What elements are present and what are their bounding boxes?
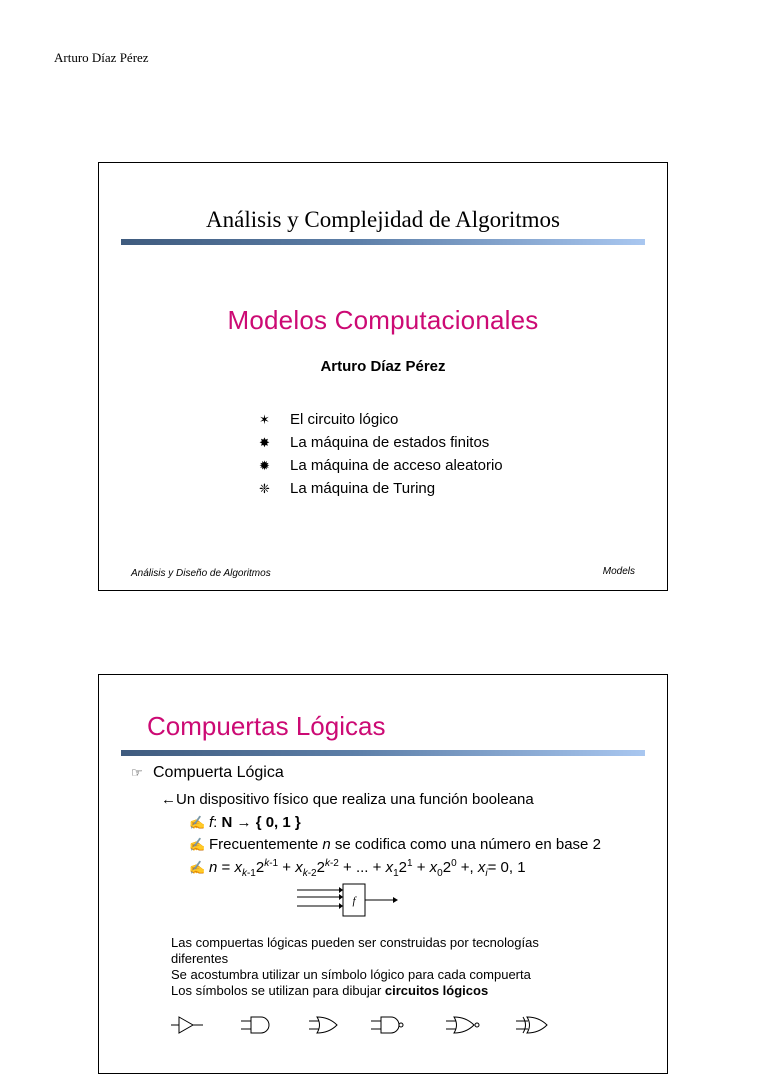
list-item: [259, 408, 503, 431]
binary-expansion-formula: $n = x_{k-1}2^{k-1} + x_{k-2}2^{k-2}$ + ... + $x_12^1 + x_02^0$ +, $x_i= 0$, 1: [209, 858, 526, 879]
title-underline-bar: [121, 750, 645, 756]
function-definition: f: N → { 0, 1 }: [209, 814, 301, 831]
list-item: [259, 454, 503, 477]
left-arrow-icon: ←: [161, 791, 176, 808]
slide-author: Arturo Díaz Pérez: [320, 358, 446, 375]
eight-point-star-icon: ✸: [259, 434, 270, 450]
topic-list: [259, 408, 503, 500]
six-point-star-icon: ✶: [259, 411, 270, 427]
buffer-gate-icon: [171, 1017, 203, 1033]
slide-1: [98, 162, 668, 591]
function-box-diagram: [295, 882, 405, 922]
title-underline-bar: [121, 239, 645, 245]
list-item-text: La máquina de acceso aleatorio: [290, 457, 503, 474]
page-header-author: Arturo Díaz Pérez: [54, 50, 149, 65]
slide-subtitle: Modelos Computacionales: [227, 305, 539, 335]
bullet-level-3: [189, 858, 526, 879]
and-gate-icon: [241, 1017, 269, 1033]
writing-hand-icon: ✍: [189, 860, 206, 875]
bullet-level-3: [189, 814, 301, 831]
paragraph-line: Los símbolos se utilizan para dibujar circuitos lógicos: [171, 983, 489, 998]
bullet-level-3: [189, 836, 601, 853]
logic-gate-symbols: [171, 1015, 591, 1035]
gate-function-label: f: [352, 895, 356, 907]
nor-gate-icon: [446, 1017, 479, 1033]
list-item: [259, 477, 503, 500]
slide-title: Compuertas Lógicas: [147, 711, 386, 741]
bullet-level-2: [161, 791, 534, 808]
bullet-text: Un dispositivo físico que realiza una función booleana: [176, 791, 534, 808]
gate-description: [171, 935, 591, 999]
starburst-icon: ✹: [259, 457, 270, 473]
list-item-text: La máquina de estados finitos: [290, 434, 490, 451]
nand-gate-icon: [371, 1017, 403, 1033]
slide-2: [98, 674, 668, 1074]
bullet-level-1: [131, 764, 284, 782]
paragraph-line: Las compuertas lógicas pueden ser construidas por tecnologías diferentes: [171, 935, 539, 966]
slide-footer-course: Análisis y Diseño de Algoritmos: [131, 568, 271, 579]
xor-gate-icon: [516, 1017, 547, 1033]
writing-hand-icon: ✍: [189, 815, 206, 830]
pointing-hand-icon: ☞: [131, 765, 143, 780]
list-item: [259, 431, 503, 454]
bullet-text: Compuerta Lógica: [153, 764, 284, 781]
course-title: Análisis y Complejidad de Algoritmos: [206, 207, 560, 232]
list-item-text: El circuito lógico: [290, 411, 399, 428]
slide-footer-section: Models: [602, 566, 635, 577]
list-item-text: La máquina de Turing: [290, 480, 436, 497]
snowflake-asterisk-icon: ❈: [259, 480, 270, 496]
writing-hand-icon: ✍: [189, 837, 206, 852]
or-gate-icon: [309, 1017, 337, 1033]
paragraph-line: Se acostumbra utilizar un símbolo lógico para cada compuerta: [171, 967, 531, 982]
bullet-text: Frecuentemente n se codifica como una número en base 2: [209, 836, 601, 853]
